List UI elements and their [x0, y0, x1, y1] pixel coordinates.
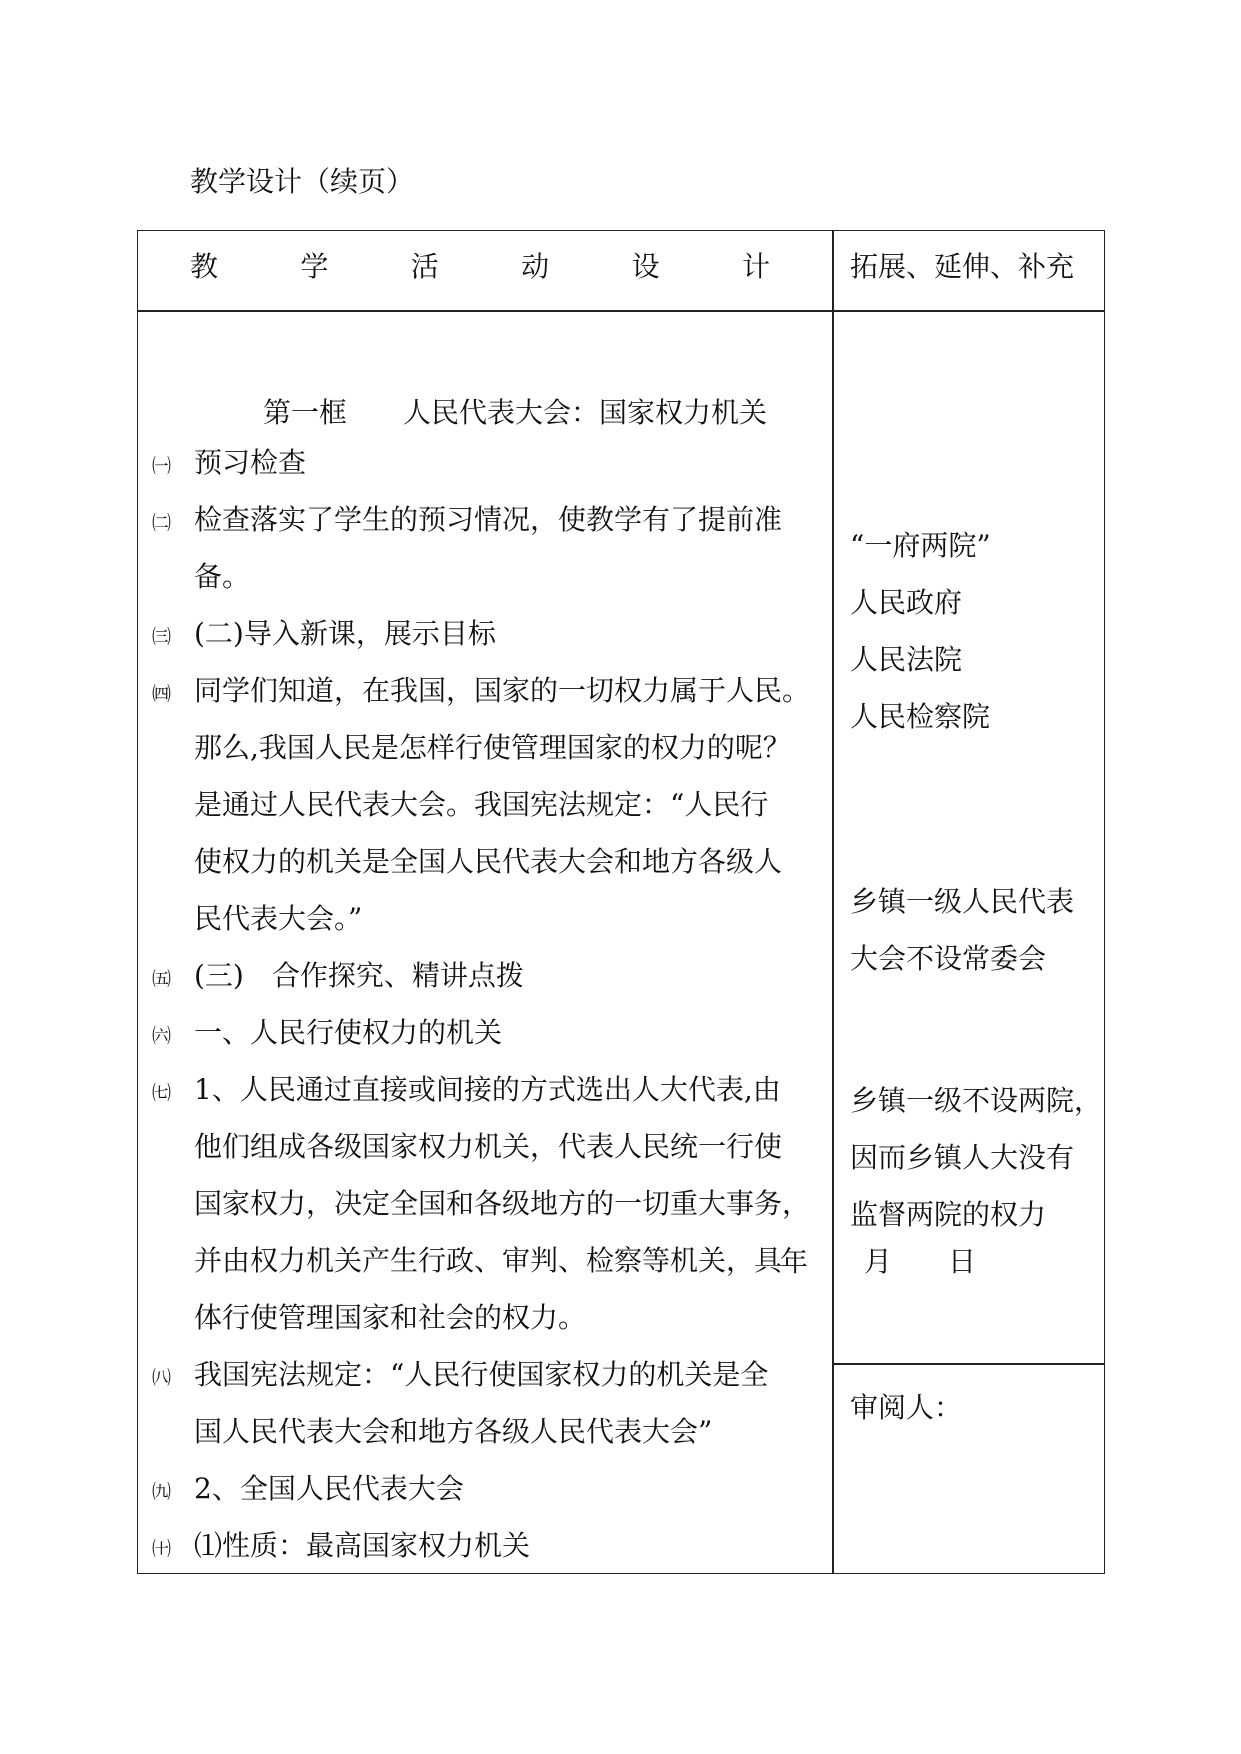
header-char: 活: [410, 250, 439, 283]
header-divider: [138, 310, 1104, 312]
side-note-line: 监督两院的权力: [850, 1198, 1047, 1231]
list-text: 那么,我国人民是怎样行使管理国家的权力的呢？: [194, 731, 791, 764]
list-number: ㈠: [152, 455, 172, 477]
header-char: 计: [741, 250, 770, 283]
list-text: 备。: [194, 560, 251, 593]
list-text: 一、人民行使权力的机关: [194, 1016, 503, 1049]
section-title: 第一框 人民代表大会：国家权力机关: [263, 396, 768, 429]
list-number: ㈥: [152, 1025, 172, 1047]
list-text: 预习检查: [194, 446, 307, 479]
list-number: ㈣: [152, 683, 172, 705]
column-divider: [832, 231, 834, 1573]
list-text: ⑴性质：最高国家权力机关: [194, 1529, 531, 1562]
document-title: 教学设计（续页）: [190, 165, 415, 198]
reviewer-label: 审阅人：: [850, 1391, 963, 1424]
list-number: ㈨: [152, 1481, 172, 1503]
list-text: 并由权力机关产生行政、审判、检察等机关，具: [194, 1244, 783, 1277]
list-text: 是通过人民代表大会。我国宪法规定：“人民行: [194, 788, 769, 821]
lesson-table: [137, 230, 1105, 1574]
side-note-line: 人民法院: [850, 643, 963, 676]
list-number: ㈧: [152, 1367, 172, 1389]
list-text: 国人民代表大会和地方各级人民代表大会”: [194, 1415, 713, 1448]
date-year: 年: [780, 1245, 809, 1278]
side-note-line: 因而乡镇人大没有: [850, 1141, 1075, 1174]
header-char: 学: [300, 250, 329, 283]
list-text: (三) 合作探究、精讲点拨: [194, 959, 524, 992]
list-text: 民代表大会。”: [194, 902, 363, 935]
list-text: 国家权力，决定全国和各级地方的一切重大事务，: [194, 1187, 811, 1220]
header-char: 设: [631, 250, 660, 283]
header-char: 教: [190, 250, 219, 283]
review-date: [780, 1240, 976, 1280]
date-day: 日: [948, 1245, 977, 1278]
list-text: 检查落实了学生的预习情况，使教学有了提前准: [194, 503, 783, 536]
list-text: 1、人民通过直接或间接的方式选出人大代表,由: [194, 1073, 781, 1106]
reviewer-divider: [832, 1363, 1104, 1365]
side-note-line: 人民政府: [850, 586, 963, 619]
header-extension: 拓展、延伸、补充: [850, 250, 1075, 283]
list-text: 体行使管理国家和社会的权力。: [194, 1301, 587, 1334]
list-text: 2、全国人民代表大会: [194, 1472, 464, 1505]
side-note-line: 乡镇一级不设两院，: [850, 1084, 1103, 1117]
list-text: 我国宪法规定：“人民行使国家权力的机关是全: [194, 1358, 769, 1391]
list-number: ㈩: [152, 1538, 172, 1560]
header-teaching-activity-design: [190, 245, 770, 285]
list-number: ㈤: [152, 968, 172, 990]
side-note-line: “一府两院”: [850, 529, 991, 562]
list-number: ㈦: [152, 1082, 172, 1104]
list-number: ㈢: [152, 626, 172, 648]
date-month: 月: [864, 1245, 893, 1278]
list-text: 他们组成各级国家权力机关，代表人民统一行使: [194, 1130, 783, 1163]
header-char: 动: [521, 250, 550, 283]
list-text: (二)导入新课，展示目标: [194, 617, 496, 650]
list-text: 同学们知道，在我国，国家的一切权力属于人民。: [194, 674, 811, 707]
list-number: ㈡: [152, 512, 172, 534]
side-note-line: 大会不设常委会: [850, 942, 1047, 975]
list-text: 使权力的机关是全国人民代表大会和地方各级人: [194, 845, 783, 878]
side-note-line: 乡镇一级人民代表: [850, 885, 1075, 918]
side-note-line: 人民检察院: [850, 700, 991, 733]
